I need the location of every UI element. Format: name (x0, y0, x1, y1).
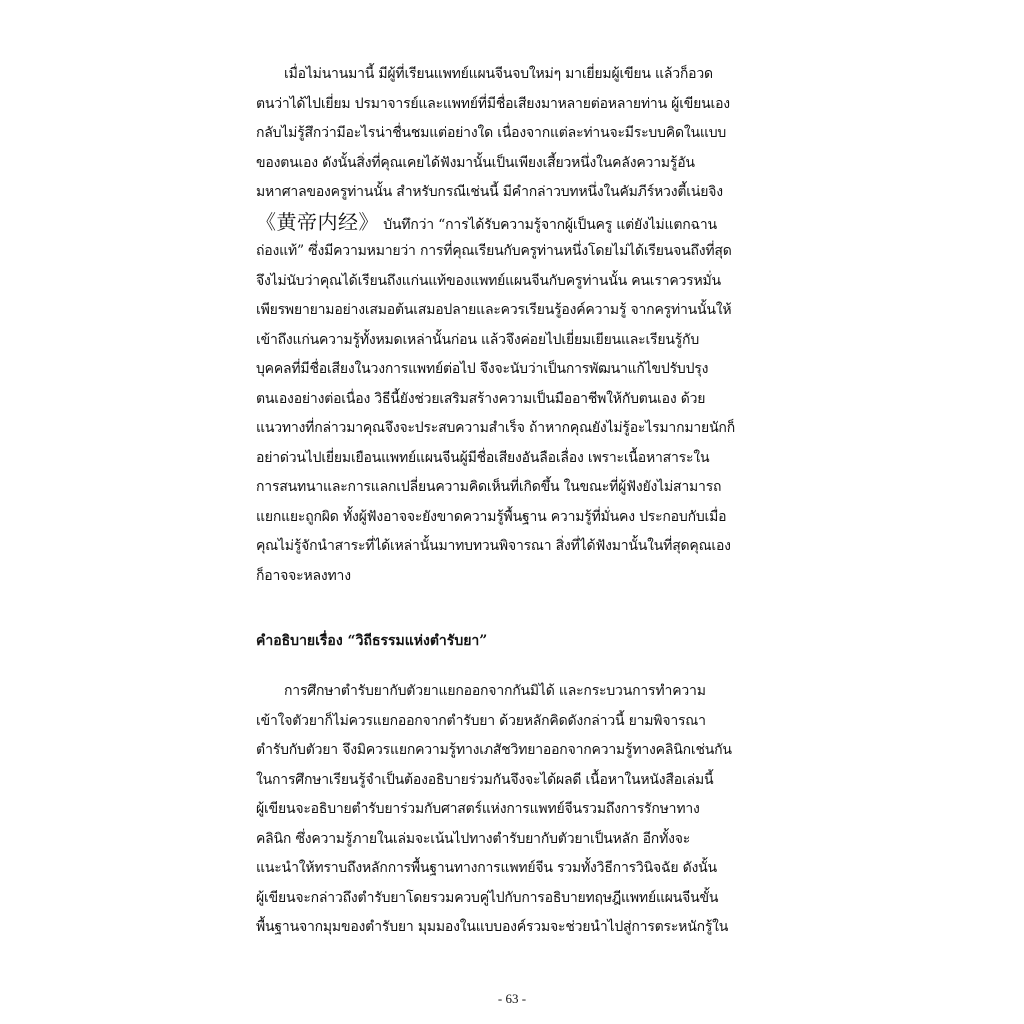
text-line: แยกแยะถูกผิด ทั้งผู้ฟังอาจจะยังขาดความรู้พื้นฐาน ความรู้ที่มั่นคง ประกอบกับเมื่อ (256, 508, 727, 525)
paragraph-1 (256, 60, 768, 591)
text-line: จึงไม่นับว่าคุณได้เรียนถึงแก่นแท้ของแพทย์แผนจีนกับครูท่านนั้น คนเราควรหมั่น (256, 272, 721, 289)
text-line: มหาศาลของครูท่านนั้น สำหรับกรณีเช่นนี้ มีคำกล่าวบทหนึ่งในคัมภีร์หวงตี้เน่ยจิง (256, 184, 723, 200)
text-line: พื้นฐานจากมุมของตำรับยา มุมมองในแบบองค์รวมจะช่วยนำไปสู่การตระหนักรู้ใน (256, 919, 729, 935)
paragraph-2 (256, 677, 768, 943)
text-line: ในการศึกษาเรียนรู้จำเป็นต้องอธิบายร่วมกันจึงจะได้ผลดี เนื้อหาในหนังสือเล่มนี้ (256, 771, 714, 788)
text-line: ตนเองอย่างต่อเนื่อง วิธีนี้ยังช่วยเสริมสร้างความเป็นมืออาชีพให้กับตนเอง ด้วย (256, 390, 706, 407)
text-line: การสนทนาและการแลกเปลี่ยนความคิดเห็นที่เกิดขึ้น ในขณะที่ผู้ฟังยังไม่สามารถ (256, 479, 722, 495)
text-line: อย่าด่วนไปเยี่ยมเยือนแพทย์แผนจีนผู้มีชื่อเสียงอันลือเลื่อง เพราะเนื้อหาสาระใน (256, 449, 710, 466)
page-number: - 63 - (497, 991, 527, 1006)
text-line: การศึกษาตำรับยากับตัวยาแยกออกจากกันมิได้ และกระบวนการทำความ (284, 683, 706, 699)
text-line: แนวทางที่กล่าวมาคุณจึงจะประสบความสำเร็จ ถ้าหากคุณยังไม่รู้อะไรมากมายนักก็ (256, 420, 735, 436)
text-line: ผู้เขียนจะกล่าวถึงตำรับยาโดยรวมควบคู่ไปกับการอธิบายทฤษฎีแพทย์แผนจีนขั้น (256, 889, 719, 906)
text-line: คลินิก ซึ่งความรู้ภายในเล่มจะเน้นไปทางตำรับยากับตัวยาเป็นหลัก อีกทั้งจะ (256, 830, 691, 847)
text-line: ตำรับกับตัวยา จึงมิควรแยกความรู้ทางเภสัชวิทยาออกจากความรู้ทางคลินิกเช่นกัน (256, 742, 732, 758)
text-line: ถ่องแท้” ซึ่งมีความหมายว่า การที่คุณเรียนกับครูท่านหนึ่งโดยไม่ได้เรียนจนถึงที่สุด (256, 243, 732, 259)
text-line: ตนว่าได้ไปเยี่ยม ปรมาจารย์และแพทย์ที่มีชื่อเสียงมาหลายต่อหลายท่าน ผู้เขียนเอง (256, 95, 730, 112)
text-line: เพียรพยายามอย่างเสมอต้นเสมอปลายและควรเรียนรู้องค์ความรู้ จากครูท่านนั้นให้ (256, 302, 732, 318)
text-line: เข้าใจตัวยาก็ไม่ควรแยกออกจากตำรับยา ด้วยหลักคิดดังกล่าวนี้ ยามพิจารณา (256, 712, 706, 729)
text-line-with-chinese-title: 《黄帝内经》 บันทึกว่า “การได้รับความรู้จากผู้เป็นครู แต่ยังไม่แตกฉาน (256, 209, 717, 234)
text-line: ผู้เขียนจะอธิบายตำรับยาร่วมกับศาสตร์แห่งการแพทย์จีนรวมถึงการรักษาทาง (256, 801, 700, 817)
text-line: ของตนเอง ดังนั้นสิ่งที่คุณเคยได้ฟังมานั้นเป็นเพียงเสี้ยวหนึ่งในคลังความรู้อัน (256, 154, 695, 171)
text-line: กลับไม่รู้สึกว่ามีอะไรน่าชื่นชมแต่อย่างใด เนื่องจากแต่ละท่านจะมีระบบคิดในแบบ (256, 125, 727, 141)
text-line: เข้าถึงแก่นความรู้ทั้งหมดเหล่านั้นก่อน แล้วจึงค่อยไปเยี่ยมเยียนและเรียนรู้กับ (256, 331, 700, 348)
section-heading: คำอธิบายเรื่อง “วิถีธรรมแห่งตำรับยา” (256, 633, 488, 649)
text-line: แนะนำให้ทราบถึงหลักการพื้นฐานทางการแพทย์จีน รวมทั้งวิธีการวินิจฉัย ดังนั้น (256, 860, 717, 876)
text-line: บุคคลที่มีชื่อเสียงในวงการแพทย์ต่อไป จึงจะนับว่าเป็นการพัฒนาแก้ไขปรับปรุง (256, 361, 709, 377)
text-line: ก็อาจจะหลงทาง (256, 567, 351, 584)
text-line: คุณไม่รู้จักนำสาระที่ได้เหล่านั้นมาทบทวนพิจารณา สิ่งที่ได้ฟังมานั้นในที่สุดคุณเอง (256, 538, 731, 554)
text-line: เมื่อไม่นานมานี้ มีผู้ที่เรียนแพทย์แผนจีนจบใหม่ๆ มาเยี่ยมผู้เขียน แล้วก็อวด (284, 66, 713, 82)
